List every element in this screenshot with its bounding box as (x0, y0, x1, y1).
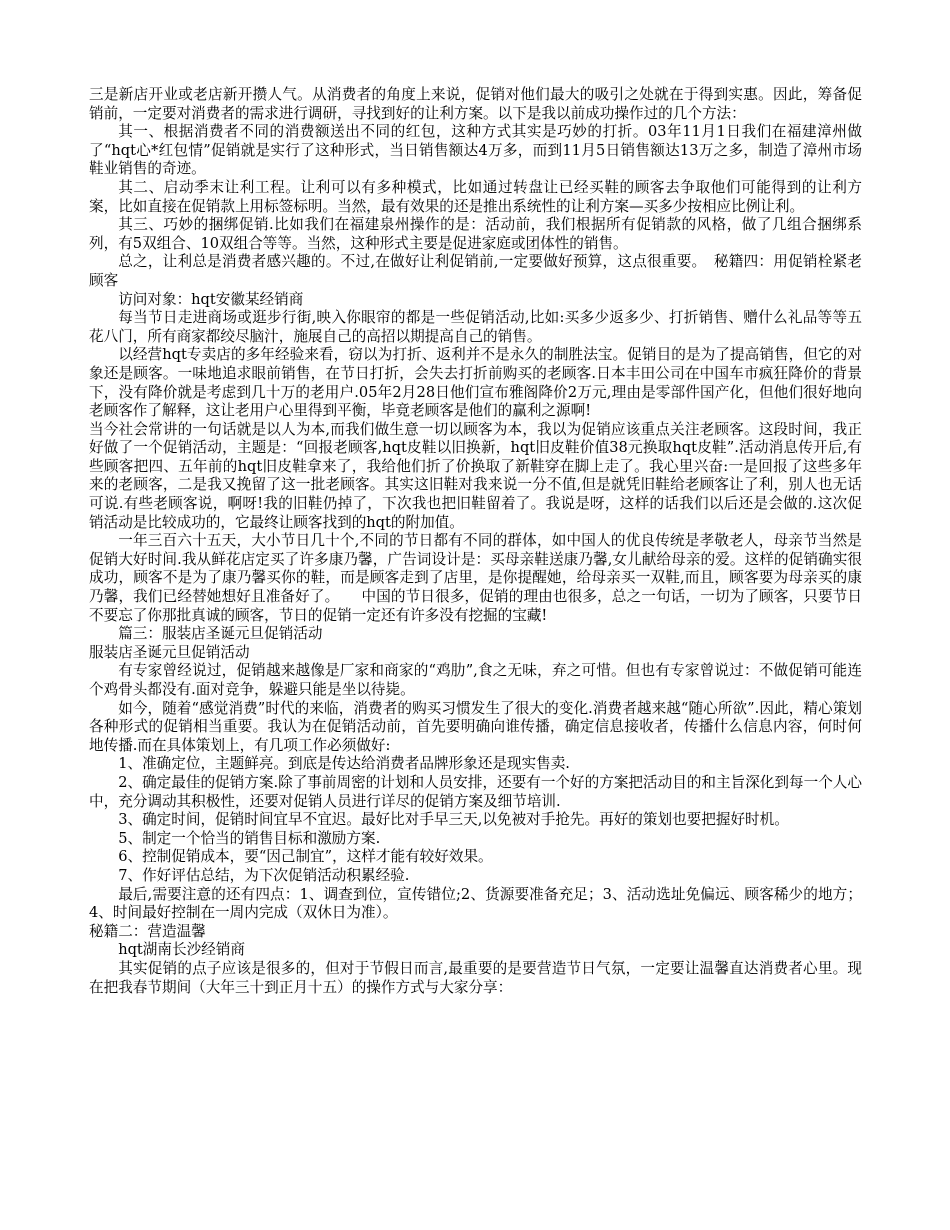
list-item: 3、确定时间，促销时间宜早不宜迟。最好比对手早三天,以免被对手抢先。再好的策划也要把握好时机。 (118, 811, 789, 829)
section-title: 服装店圣诞元旦促销活动 (89, 643, 250, 661)
paragraph: 其一、根据消费者不同的消费额送出不同的红包，这种方式其实是巧妙的打折。03年11月1日我们在福建漳州做了“hqt心*红包情”促销就是实行了这种形式，当日销售额达4万多，而到11月5日销售额达13万之多，制造了漳州市场鞋业销售的奇迹。 (89, 123, 862, 178)
list-item: 1、准确定位，主题鲜亮。到底是传达给消费者品牌形象还是现实售卖. (118, 755, 570, 773)
paragraph: 如今，随着“感觉消费”时代的来临，消费者的购买习惯发生了很大的变化.消费者越来越“随心所欲”.因此，精心策划各种形式的促销相当重要。我认为在促销活动前，首先要明确向谁传播，确定信息接收者，传播什么信息内容，何时何地传播.而在具体策划上，有几项工作必须做好: (89, 699, 862, 754)
paragraph: 总之，让利总是消费者感兴趣的。不过,在做好让利促销前,一定要做好预算，这点很重要。 秘籍四：用促销栓紧老顾客 (89, 253, 862, 289)
list-item: 5、制定一个恰当的销售目标和激励方案. (118, 829, 381, 847)
paragraph: 其三、巧妙的捆绑促销.比如我们在福建泉州操作的是：活动前，我们根据所有促销款的风格，做了几组合捆绑系列，有5双组合、10双组合等等。当然，这种形式主要是促进家庭或团体性的销售。 (89, 216, 862, 252)
paragraph: 一年三百六十五天，大小节日几十个,不同的节日都有不同的群体，如中国人的优良传统是孝敬老人，母亲节当然是促销大好时间.我从鲜花店定买了许多康乃馨，广告词设计是：买母亲鞋送康乃馨,女儿献给母亲的爱。这样的促销确实很成功，顾客不是为了康乃馨买你的鞋，而是顾客走到了店里，是你提醒她，给母亲买一双鞋,而且，顾客要为母亲买的康乃馨，我们已经替她想好且准备好了。 中国的节日很多，促销的理由也很多，总之一句话，一切为了顾客，只要节日不要忘了你那批真诚的顾客，节日的促销一定还有许多没有挖掘的宝藏! (89, 532, 862, 624)
paragraph: 三是新店开业或老店新开攒人气。从消费者的角度上来说，促销对他们最大的吸引之处就在于得到实惠。因此，筹备促销前，一定要对消费者的需求进行调研，寻找到好的让利方案。以下是我以前成功操作过的几个方法： (89, 86, 862, 122)
paragraph: 以经营hqt专卖店的多年经验来看，窃以为打折、返利并不是永久的制胜法宝。促销目的是为了提高销售，但它的对象还是顾客。一味地追求眼前销售，在节日打折，会失去打折前购买的老顾客.日本丰田公司在中国车市疯狂降价的背景下，没有降价就是考虑到几十万的老用户.05年2月28日他们宣布雅阁降价2万元,理由是零部件国产化，但他们很好地向老顾客作了解释，这让老用户心里得到平衡，毕竟老顾客是他们的赢利之源啊! (89, 346, 862, 420)
section-heading: 篇三：服装店圣诞元旦促销活动 (118, 625, 323, 643)
paragraph: hqt湖南长沙经销商 (118, 941, 245, 959)
paragraph: 其二、启动季末让利工程。让利可以有多种模式，比如通过转盘让已经买鞋的顾客去争取他们可能得到的让利方案，比如直接在促销款上用标签标明。当然，最有效果的还是推出系统性的让利方案—买多少按相应比例让利。 (89, 178, 862, 215)
paragraph: 访问对象：hqt安徽某经销商 (118, 290, 304, 308)
list-item: 2、确定最佳的促销方案.除了事前周密的计划和人员安排，还要有一个好的方案把活动目的和主旨深化到每一个人心中，充分调动其积极性，还要对促销人员进行详尽的促销方案及细节培训. (89, 773, 862, 810)
paragraph: 当今社会常讲的一句话就是以人为本,而我们做生意一切以顾客为本，我以为促销应该重点关注老顾客。这段时间，我正好做了一个促销活动，主题是：“回报老顾客,hqt皮鞋以旧换新，hqt旧皮鞋价值38元换取hqt皮鞋”.活动消息传开后,有些顾客把四、五年前的hqt旧皮鞋拿来了，我给他们折了价换取了新鞋穿在脚上走了。我心里兴奋:一是回报了这些多年来的老顾客，二是我又挽留了这一批老顾客。其实这旧鞋对我来说一分不值,但是就凭旧鞋给老顾客让了利，别人也无话可说.有些老顾客说，啊呀!我的旧鞋仍掉了，下次我也把旧鞋留着了。我说是呀，这样的话我们以后还是会做的.这次促销活动是比较成功的，它最终让顾客找到的hqt的附加值。 (89, 420, 862, 531)
paragraph: 每当节日走进商场或逛步行街,映入你眼帘的都是一些促销活动,比如:买多少返多少、打折销售、赠什么礼品等等五花八门，所有商家都绞尽脑汁，施展自己的高招以期提高自己的销售。 (89, 309, 862, 345)
paragraph: 有专家曾经说过，促销越来越像是厂家和商家的“鸡肋”,食之无味，弃之可惜。但也有专家曾说过：不做促销可能连个鸡骨头都没有.面对竞争，躲避只能是坐以待毙。 (89, 662, 862, 698)
paragraph: 其实促销的点子应该是很多的，但对于节假日而言,最重要的是要营造节日气氛，一定要让温馨直达消费者心里。现在把我春节期间（大年三十到正月十五）的操作方式与大家分享： (89, 959, 862, 996)
paragraph: 最后,需要注意的还有四点：1、调查到位，宣传错位;2、货源要准备充足；3、活动选址免偏远、顾客稀少的地方；4、时间最好控制在一周内完成（双休日为准）。 (89, 885, 862, 922)
section-heading: 秘籍二：营造温馨 (89, 922, 206, 940)
list-item: 6、控制促销成本，要“因己制宜”，这样才能有较好效果。 (118, 848, 493, 866)
list-item: 7、作好评估总结，为下次促销活动积累经验. (118, 866, 410, 884)
